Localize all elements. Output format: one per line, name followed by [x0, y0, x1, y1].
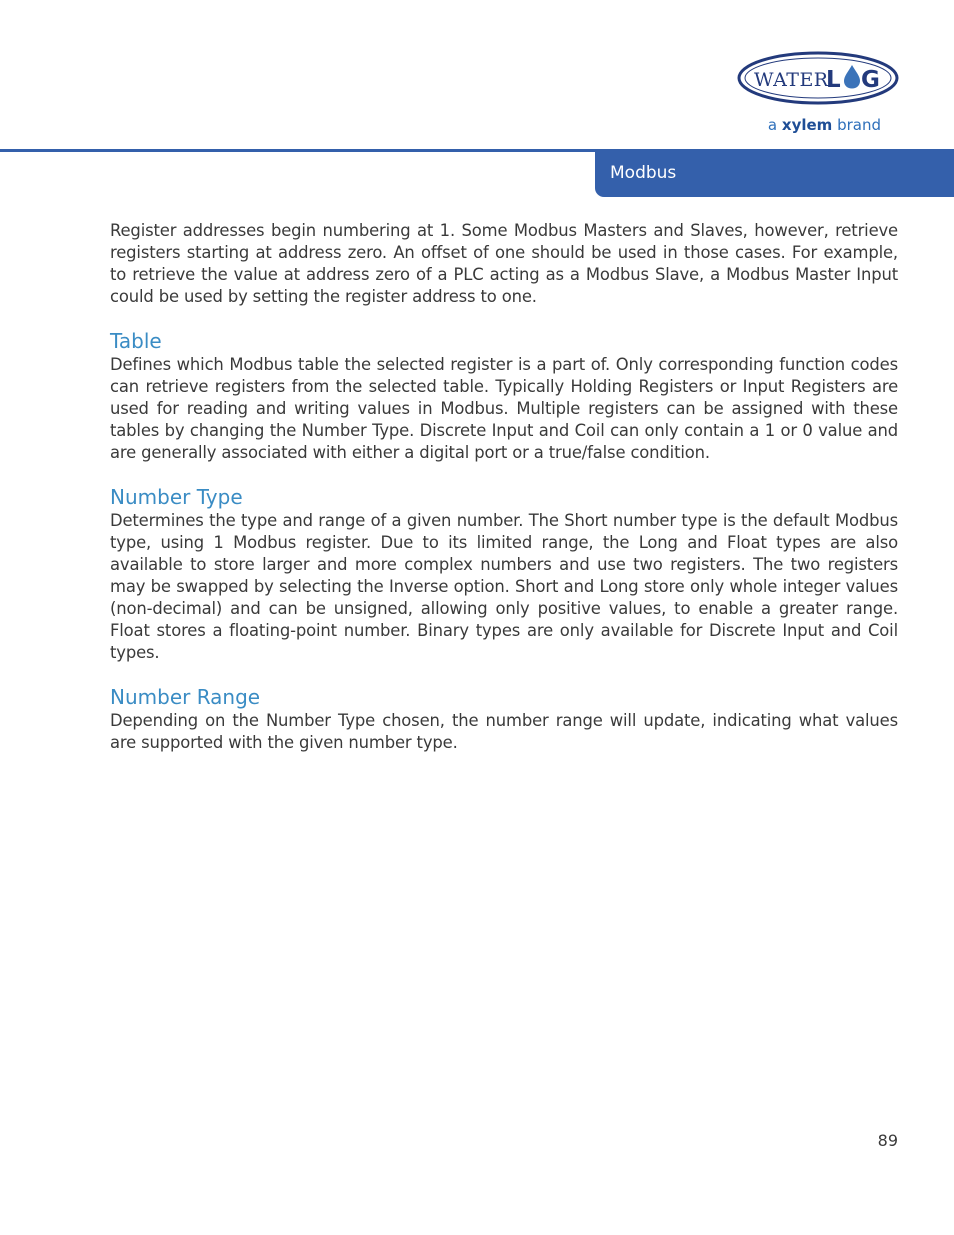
page-number: 89	[877, 1131, 898, 1150]
intro-paragraph: Register addresses begin numbering at 1. Some Modbus Masters and Slaves, however, retrieve registers starting at address zero. An offset of one should be used in those cases. For example, to retrieve the value at address zero of a PLC acting as a Modbus Slave, a Modbus Master Input could be used by setting the register address to one.	[110, 221, 898, 306]
paragraph-number-type: Determines the type and range of a given number. The Short number type is the default Modbus type, using 1 Modbus register. Due to its limited range, the Long and Float types are also available to store larger and more complex numbers and use two registers. The two registers may be swapped by selecting the Inverse option. Short and Long store only whole integer values (non-decimal) and can be unsigned, allowing only positive values, to enable a greater range. Float stores a floating-point number. Binary types are only available for Discrete Input and Coil types.	[110, 511, 898, 662]
heading-number-range: Number Range	[110, 685, 261, 709]
logo-text-log-g: G	[861, 67, 880, 93]
brand-tagline	[700, 116, 881, 134]
brand-suffix: brand	[837, 116, 881, 134]
page-content	[110, 220, 898, 754]
logo-text-water: WATER	[754, 69, 829, 91]
paragraph-table: Defines which Modbus table the selected register is a part of. Only corresponding function codes can retrieve registers from the selected table. Typically Holding Registers or Input Registers are used for reading and writing values in Modbus. Multiple registers can be assigned with these tables by changing the Number Type. Discrete Input and Coil can only contain a 1 or 0 value and are generally associated with either a digital port or a true/false condition.	[110, 355, 898, 462]
brand-name: xylem	[781, 116, 833, 134]
heading-table: Table	[110, 329, 162, 353]
logo-text-log-l: L	[826, 67, 841, 93]
section-tab: Modbus	[595, 149, 954, 197]
heading-number-type: Number Type	[110, 485, 243, 509]
waterlog-logo	[736, 50, 900, 108]
waterlog-logo-graphic	[736, 50, 900, 108]
paragraph-number-range: Depending on the Number Type chosen, the number range will update, indicating what values are supported with the given number type.	[110, 711, 898, 752]
brand-prefix: a	[767, 116, 778, 134]
